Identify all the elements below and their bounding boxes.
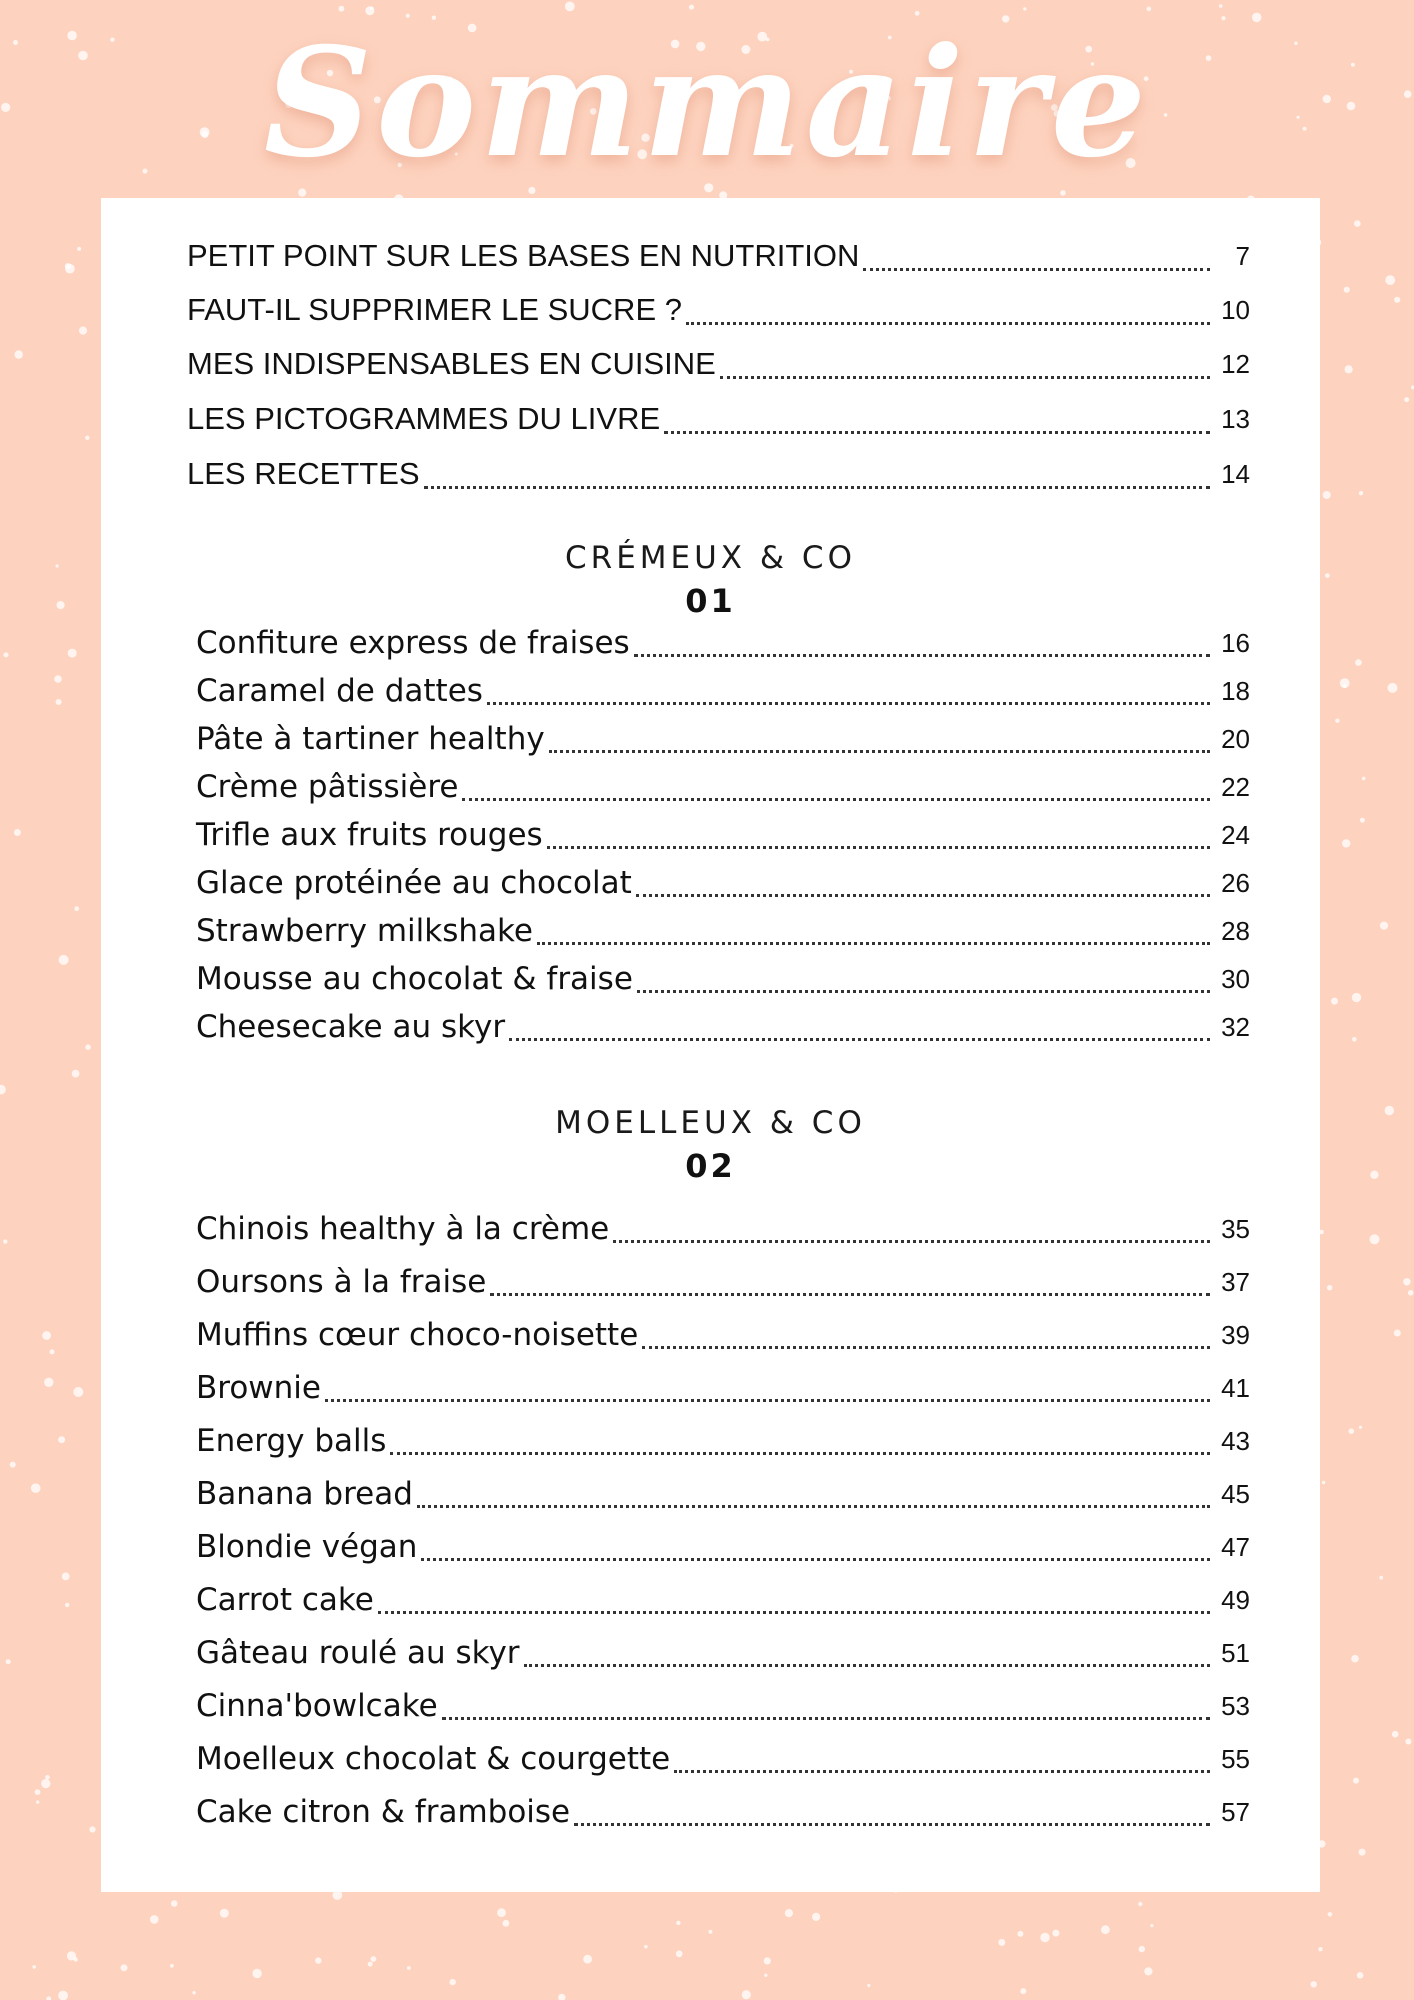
background-dot — [1359, 491, 1363, 495]
background-dot — [62, 1573, 70, 1581]
recipe-page: 57 — [1221, 1797, 1250, 1827]
toc-entry-label: LES PICTOGRAMMES DU LIVRE — [187, 401, 661, 436]
background-dot — [56, 699, 62, 705]
background-dot — [59, 955, 69, 965]
recipe-label: Oursons à la fraise — [196, 1264, 487, 1300]
recipe-label: Pâte à tartiner healthy — [196, 721, 545, 757]
dot-leader — [421, 1558, 1210, 1561]
background-dot — [1040, 1933, 1049, 1942]
dot-leader — [424, 486, 1210, 489]
recipe-page: 24 — [1221, 820, 1250, 850]
background-dot — [1370, 1171, 1378, 1179]
dot-leader — [524, 1664, 1210, 1667]
dot-leader — [487, 702, 1210, 705]
recipe-label: Confiture express de fraises — [196, 625, 630, 661]
background-dot — [252, 1969, 261, 1978]
recipe-label: Caramel de dattes — [196, 673, 483, 709]
recipe-page: 41 — [1221, 1373, 1250, 1403]
recipe-page: 26 — [1221, 868, 1250, 898]
background-dot — [46, 1996, 51, 2000]
background-dot — [676, 1921, 680, 1925]
recipe-label: Blondie végan — [196, 1529, 418, 1565]
background-dot — [1139, 1946, 1145, 1952]
background-dot — [85, 436, 89, 440]
contents-card — [101, 198, 1320, 1892]
background-dot — [54, 675, 62, 683]
background-dot — [171, 1900, 178, 1907]
background-dot — [36, 1800, 39, 1803]
toc-entry-page: 12 — [1221, 349, 1250, 379]
recipe-entry[interactable] — [196, 1004, 1250, 1050]
background-dot — [1392, 1731, 1399, 1738]
toc-entry-page: 13 — [1221, 404, 1250, 434]
background-dot — [1150, 1924, 1153, 1927]
background-dot — [583, 1955, 592, 1964]
background-dot — [150, 1915, 159, 1924]
background-dot — [3, 1239, 7, 1243]
recipe-page: 22 — [1221, 772, 1250, 802]
recipe-label: Cake citron & framboise — [196, 1794, 571, 1830]
recipe-page: 20 — [1221, 724, 1250, 754]
toc-entry[interactable] — [187, 340, 1250, 388]
background-dot — [371, 1956, 377, 1962]
section-number: 01 — [685, 582, 736, 620]
recipe-page: 39 — [1221, 1320, 1250, 1350]
recipe-page: 35 — [1221, 1214, 1250, 1244]
dot-leader — [417, 1505, 1210, 1508]
background-dot — [1323, 491, 1331, 499]
recipe-label: Banana bread — [196, 1476, 413, 1512]
background-dot — [57, 601, 65, 609]
toc-entry[interactable] — [187, 286, 1250, 334]
background-dot — [1385, 275, 1395, 285]
background-dot — [1352, 993, 1361, 1002]
background-dot — [1403, 1278, 1410, 1285]
recipe-entry[interactable] — [196, 812, 1250, 858]
dot-leader — [378, 1611, 1210, 1614]
background-dot — [785, 1909, 793, 1917]
recipe-label: Energy balls — [196, 1423, 387, 1459]
background-dot — [1322, 1481, 1325, 1484]
background-dot — [1380, 922, 1388, 930]
background-dot — [1354, 220, 1361, 227]
recipe-page: 47 — [1221, 1532, 1250, 1562]
background-dot — [1405, 1739, 1411, 1745]
recipe-entry[interactable] — [196, 716, 1250, 762]
dot-leader — [547, 846, 1210, 849]
background-dot — [79, 327, 87, 335]
background-dot — [1318, 1947, 1322, 1951]
toc-entry-label: MES INDISPENSABLES EN CUISINE — [187, 346, 716, 381]
recipe-entry[interactable] — [196, 620, 1250, 666]
recipe-entry[interactable] — [196, 1259, 1250, 1305]
recipe-entry[interactable] — [196, 1365, 1250, 1411]
background-dot — [1370, 1234, 1380, 1244]
toc-entry[interactable] — [187, 232, 1250, 280]
background-dot — [1379, 1576, 1383, 1580]
background-dot — [676, 1950, 683, 1957]
section-number: 02 — [685, 1147, 736, 1185]
background-dot — [1138, 1902, 1142, 1906]
recipe-page: 43 — [1221, 1426, 1250, 1456]
background-dot — [1404, 397, 1409, 402]
toc-entry-page: 14 — [1221, 459, 1250, 489]
dot-leader — [637, 990, 1210, 993]
toc-entry-page: 7 — [1235, 241, 1250, 271]
background-dot — [1388, 683, 1398, 693]
background-dot — [315, 1957, 321, 1963]
background-dot — [73, 1387, 83, 1397]
background-dot — [1353, 1778, 1359, 1784]
recipe-label: Muffins cœur choco-noisette — [196, 1317, 639, 1353]
dot-leader — [686, 322, 1210, 325]
recipe-page: 32 — [1221, 1012, 1250, 1042]
recipe-entry[interactable] — [196, 860, 1250, 906]
background-dot — [89, 1826, 95, 1832]
recipe-entry[interactable] — [196, 1789, 1250, 1835]
background-dot — [644, 1945, 648, 1949]
background-dot — [1408, 1290, 1414, 1296]
toc-entry-label: LES RECETTES — [187, 456, 420, 491]
dot-leader — [462, 798, 1210, 801]
recipe-label: Gâteau roulé au skyr — [196, 1635, 520, 1671]
background-dot — [1345, 365, 1353, 373]
background-dot — [558, 1994, 565, 2000]
background-dot — [1360, 818, 1365, 823]
background-dot — [72, 1070, 80, 1078]
background-dot — [32, 1965, 36, 1969]
background-dot — [1331, 998, 1338, 1005]
recipe-page: 28 — [1221, 916, 1250, 946]
dot-leader — [642, 1346, 1210, 1349]
background-dot — [0, 1085, 6, 1095]
recipe-entry[interactable] — [196, 1418, 1250, 1464]
recipe-page: 16 — [1221, 628, 1250, 658]
background-dot — [1394, 1330, 1401, 1337]
background-dot — [1328, 1912, 1333, 1917]
recipe-entry[interactable] — [196, 908, 1250, 954]
background-dot — [1394, 297, 1400, 303]
background-dot — [1349, 1428, 1355, 1434]
page-title: Sommaire — [263, 15, 1151, 191]
recipe-entry[interactable] — [196, 1683, 1250, 1729]
recipe-entry[interactable] — [196, 1736, 1250, 1782]
recipe-entry[interactable] — [196, 1471, 1250, 1517]
background-dot — [742, 1990, 751, 1999]
background-dot — [77, 247, 81, 251]
background-dot — [1352, 1037, 1357, 1042]
background-dot — [1359, 1849, 1366, 1856]
background-dot — [812, 1913, 820, 1921]
background-dot — [65, 1603, 69, 1607]
background-dot — [4, 652, 9, 657]
background-dot — [1351, 1655, 1359, 1663]
background-dot — [1344, 287, 1350, 293]
background-dot — [1020, 1988, 1026, 1994]
background-dot — [14, 829, 21, 836]
background-dot — [10, 1462, 16, 1468]
background-dot — [50, 1349, 55, 1354]
toc-entry-label: PETIT POINT SUR LES BASES EN NUTRITION — [187, 238, 860, 273]
dot-leader — [442, 1717, 1210, 1720]
dot-leader — [674, 1770, 1210, 1773]
recipe-label: Crème pâtissière — [196, 769, 459, 805]
toc-entry-label: FAUT-IL SUPPRIMER LE SUCRE ? — [187, 292, 682, 327]
background-dot — [65, 264, 75, 274]
recipe-entry[interactable] — [196, 1206, 1250, 1252]
background-dot — [67, 1951, 76, 1960]
background-dot — [42, 1331, 51, 1340]
section-title: CRÉMEUX & CO — [565, 540, 856, 576]
recipe-page: 51 — [1221, 1638, 1250, 1668]
recipe-page: 30 — [1221, 964, 1250, 994]
section-title: MOELLEUX & CO — [555, 1105, 866, 1141]
toc-entry[interactable] — [187, 395, 1250, 443]
background-dot — [503, 1920, 510, 1927]
background-dot — [192, 1991, 195, 1994]
background-dot — [41, 1779, 50, 1788]
background-dot — [1340, 678, 1350, 688]
background-dot — [1335, 719, 1339, 723]
recipe-label: Moelleux chocolat & courgette — [196, 1741, 671, 1777]
background-dot — [58, 1991, 68, 2000]
recipe-entry[interactable] — [196, 1630, 1250, 1676]
background-dot — [497, 1908, 506, 1917]
dot-leader — [574, 1823, 1210, 1826]
background-dot — [1362, 777, 1366, 781]
background-dot — [1327, 1285, 1332, 1290]
dot-leader — [664, 431, 1210, 434]
recipe-label: Brownie — [196, 1370, 321, 1406]
background-dot — [368, 1962, 373, 1967]
background-dot — [1325, 573, 1330, 578]
recipe-entry[interactable] — [196, 1312, 1250, 1358]
background-dot — [121, 1964, 128, 1971]
background-dot — [1311, 1981, 1317, 1987]
recipe-page: 18 — [1221, 676, 1250, 706]
background-dot — [1359, 1426, 1362, 1429]
recipe-label: Cheesecake au skyr — [196, 1009, 506, 1045]
background-dot — [1144, 1967, 1152, 1975]
recipe-page: 55 — [1221, 1744, 1250, 1774]
background-dot — [220, 1909, 229, 1918]
recipe-label: Glace protéinée au chocolat — [196, 865, 632, 901]
dot-leader — [509, 1038, 1210, 1041]
background-dot — [450, 1979, 456, 1985]
background-dot — [56, 564, 59, 567]
dot-leader — [390, 1452, 1210, 1455]
recipe-page: 53 — [1221, 1691, 1250, 1721]
background-dot — [1385, 1106, 1394, 1115]
dot-leader — [325, 1399, 1210, 1402]
background-dot — [170, 1964, 174, 1968]
background-dot — [764, 1974, 767, 1977]
recipe-page: 49 — [1221, 1585, 1250, 1615]
background-dot — [407, 1966, 411, 1970]
background-dot — [708, 1930, 712, 1934]
recipe-label: Cinna'bowlcake — [196, 1688, 438, 1724]
background-dot — [1017, 1931, 1023, 1937]
background-dot — [44, 1378, 53, 1387]
background-dot — [764, 1957, 771, 1964]
recipe-label: Chinois healthy à la crème — [196, 1211, 610, 1247]
recipe-entry[interactable] — [196, 668, 1250, 714]
background-dot — [1101, 1925, 1110, 1934]
background-dot — [1342, 839, 1350, 847]
dot-leader — [636, 894, 1210, 897]
dot-leader — [720, 376, 1210, 379]
dot-leader — [613, 1240, 1210, 1243]
background-dot — [45, 1775, 50, 1780]
background-dot — [1052, 1930, 1059, 1937]
background-dot — [867, 1984, 870, 1987]
background-dot — [58, 1436, 65, 1443]
dot-leader — [634, 654, 1210, 657]
dot-leader — [863, 268, 1210, 271]
background-dot — [85, 1044, 91, 1050]
background-dot — [1357, 1972, 1364, 1979]
background-dot — [15, 350, 23, 358]
recipe-label: Strawberry milkshake — [196, 913, 533, 949]
background-dot — [31, 1483, 41, 1493]
recipe-entry[interactable] — [196, 1577, 1250, 1623]
recipe-entry[interactable] — [196, 956, 1250, 1002]
recipe-label: Carrot cake — [196, 1582, 374, 1618]
background-dot — [68, 649, 77, 658]
background-dot — [35, 1789, 41, 1795]
toc-entry-page: 10 — [1221, 295, 1250, 325]
recipe-entry[interactable] — [196, 1524, 1250, 1570]
background-dot — [1355, 659, 1362, 666]
dot-leader — [490, 1293, 1210, 1296]
recipe-label: Mousse au chocolat & fraise — [196, 961, 633, 997]
background-dot — [998, 1939, 1005, 1946]
toc-entry[interactable] — [187, 450, 1250, 498]
dot-leader — [537, 942, 1210, 945]
background-dot — [74, 906, 79, 911]
dot-leader — [549, 750, 1210, 753]
recipe-entry[interactable] — [196, 764, 1250, 810]
background-dot — [6, 1659, 11, 1664]
recipe-page: 45 — [1221, 1479, 1250, 1509]
recipe-page: 37 — [1221, 1267, 1250, 1297]
recipe-label: Trifle aux fruits rouges — [196, 817, 543, 853]
